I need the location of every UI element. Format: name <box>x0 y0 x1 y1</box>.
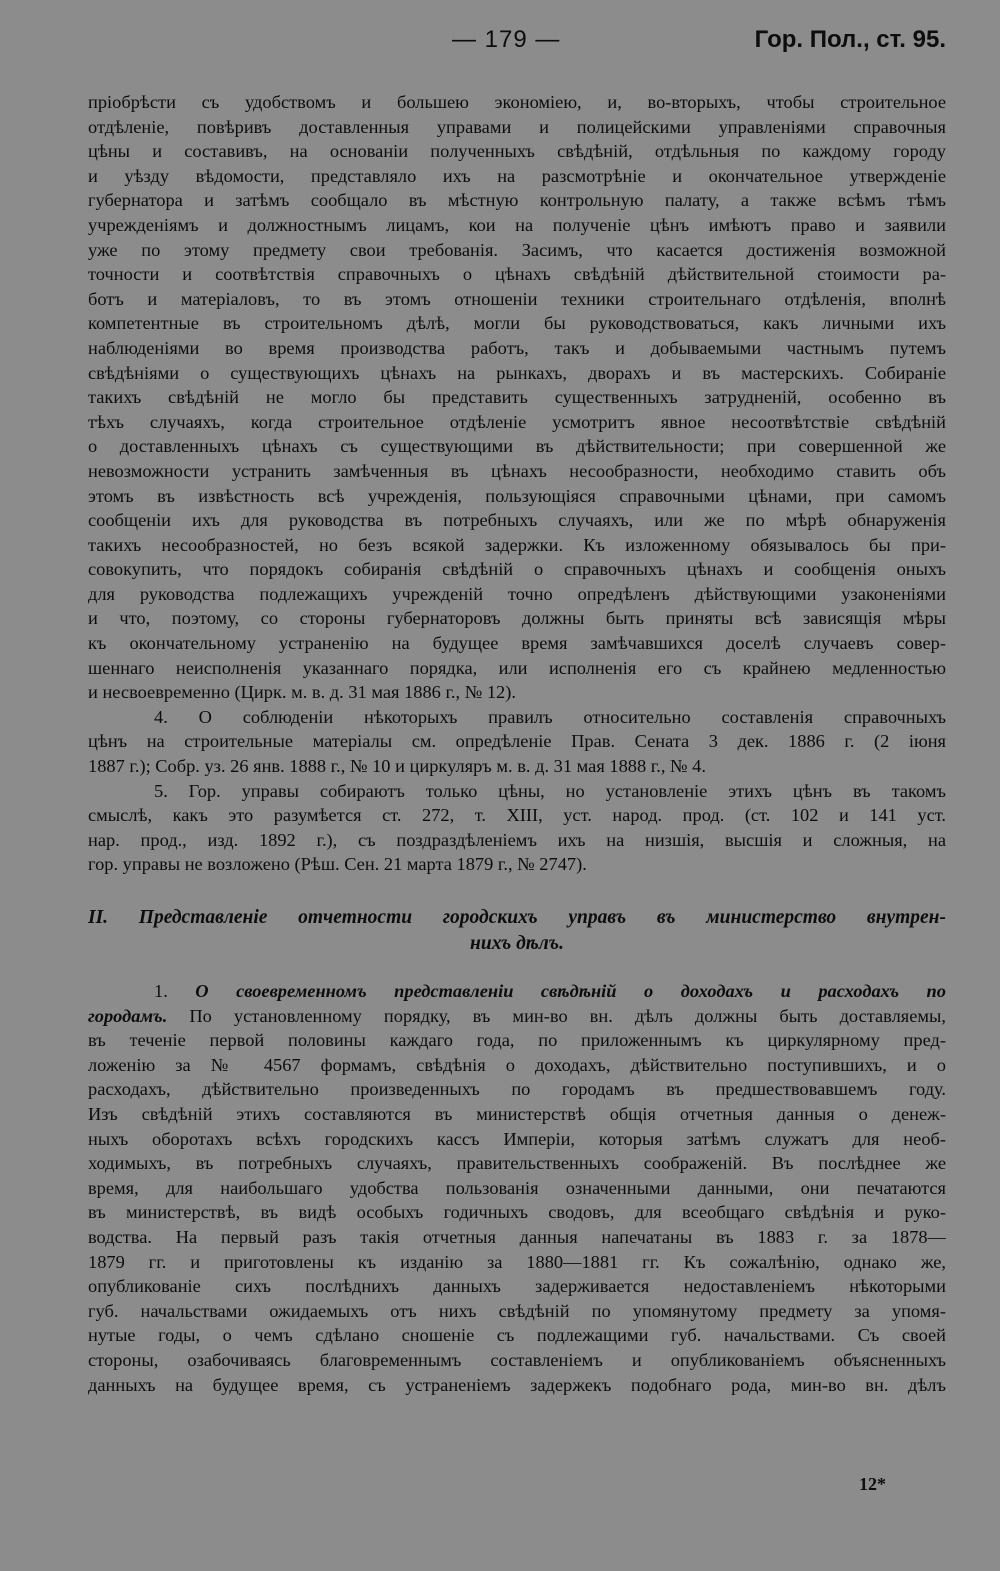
para1-italic-title: О своевременномъ представленіи свѣдѣній о доходахъ и расходахъ по <box>195 981 946 1001</box>
text-line: цѣны и составивъ, на основаніи полученныхъ свѣдѣній, отдѣльныя по каждому городу <box>88 141 946 162</box>
page-body <box>88 90 946 1397</box>
text-line: ботъ и матеріаловъ, то въ этомъ отношеніи техники строительнаго отдѣленія, вполнѣ <box>88 288 946 309</box>
text-line: ходимыхъ, въ потребныхъ случаяхъ, правительственныхъ соображеній. Въ послѣднее же <box>88 1153 946 1174</box>
text-line: ныхъ оборотахъ всѣхъ городскихъ кассъ Имперіи, которыя затѣмъ служатъ для необ- <box>88 1128 946 1149</box>
text-line: время, для наибольшаго удобства пользованія означенными данными, они печатаются <box>88 1177 946 1198</box>
text-line: губернатора и затѣмъ сообщало въ мѣстную контрольную палату, а также всѣмъ тѣмъ <box>88 190 946 211</box>
text-line: учрежденіямъ и должностнымъ лицамъ, кои на полученіе цѣнъ имѣютъ право и заявили <box>88 214 946 235</box>
text-line: такихъ свѣдѣній не могло бы представить существенныхъ затрудненій, особенно въ <box>88 387 946 408</box>
text-line: 4. О соблюденіи нѣкоторыхъ правилъ относительно составленія справочныхъ <box>154 706 946 727</box>
text-line: 5. Гор. управы собираютъ только цѣны, но установленіе этихъ цѣнъ въ такомъ <box>154 780 946 801</box>
paragraph-continued <box>88 90 946 705</box>
text-line: невозможности устранить замѣченныя въ цѣнахъ несообразности, необходимо ставить объ <box>88 460 946 481</box>
para1-number: 1. <box>154 981 168 1001</box>
text-line: свѣдѣніями о существующихъ цѣнахъ на рынкахъ, дворахъ и въ мастерскихъ. Собираніе <box>88 362 946 383</box>
page-header <box>88 26 946 66</box>
text-line: опубликованіе сихъ послѣднихъ данныхъ задерживается недоставленіемъ нѣкоторыми <box>88 1276 946 1297</box>
text-line: водства. На первый разъ такія отчетныя данныя напечатаны въ 1883 г. за 1878— <box>88 1226 946 1247</box>
text-line: уже по этому предмету свои требованія. Засимъ, что касается достиженія возможной <box>88 239 946 260</box>
text-line: и несвоевременно (Цирк. м. в. д. 31 мая 1886 г., № 12). <box>88 682 516 703</box>
para1-second-line <box>88 1004 946 1029</box>
text-line: отдѣленіе, повѣривъ доставленныя управами и полицейскими управленіями справочныя <box>88 116 946 137</box>
para1-line2-rest: По установленному порядку, въ мин-во вн. дѣлъ должны быть доставляемы, <box>167 1005 946 1026</box>
text-line: и уѣзду вѣдомости, представляло ихъ на разсмотрѣніе и окончательное утвержденіе <box>88 165 946 186</box>
page-number: — 179 — <box>452 26 561 53</box>
section-heading-line-2: нихъ дѣлъ. <box>470 933 564 954</box>
signature-mark: 12* <box>859 1474 886 1494</box>
running-head: Гор. Пол., ст. 95. <box>754 26 946 53</box>
text-line: пріобрѣсти съ удобствомъ и большею экономіею, и, во-вторыхъ, чтобы строительное <box>88 92 946 112</box>
text-line: данныхъ на будущее время, съ устраненіемъ задержекъ подобнаго рода, мин-во вн. дѣлъ <box>88 1374 946 1395</box>
text-line: въ министерствѣ, въ видѣ особыхъ годичныхъ сводовъ, для всеобщаго свѣдѣнія и руко- <box>88 1202 946 1223</box>
text-line: цѣнъ на строительные матеріалы см. опредѣленіе Прав. Сената 3 дек. 1886 г. (2 іюня <box>88 731 946 752</box>
paragraph-1-body <box>88 1028 946 1397</box>
text-line: тѣхъ случаяхъ, когда строительное отдѣленіе усмотритъ явное несоотвѣтствіе свѣдѣній <box>88 411 946 432</box>
text-line: компетентные въ строительномъ дѣлѣ, могли бы руководствоваться, какъ личными ихъ <box>88 313 946 334</box>
text-line: точности и соотвѣтствія справочныхъ о цѣнахъ свѣдѣній дѣйствительной стоимости ра- <box>88 264 946 285</box>
text-line: гор. управы не возложено (Рѣш. Сен. 21 марта 1879 г., № 2747). <box>88 854 587 875</box>
text-line: 1879 гг. и приготовлены къ изданію за 1880—1881 гг. Къ сожалѣнію, однако же, <box>88 1251 946 1272</box>
text-line: къ окончательному устраненію на будущее время замѣчавшихся доселѣ случаевъ совер- <box>88 633 946 654</box>
text-line: губ. начальствами ожидаемыхъ отъ нихъ свѣдѣній по упомянутому предмету за упомя- <box>88 1300 946 1321</box>
text-line: Изъ свѣдѣній этихъ составляются въ министерствѣ общія отчетныя данныя о денеж- <box>88 1103 946 1124</box>
para1-italic-start: городамъ. <box>88 1005 168 1026</box>
paragraph-5 <box>88 779 946 877</box>
text-line: сообщеніи ихъ для руководства въ потребныхъ случаяхъ, или же по мѣрѣ обнаруженія <box>88 510 946 531</box>
text-line: въ теченіе первой половины каждаго года, по приложеннымъ къ циркулярному пред- <box>88 1030 946 1051</box>
text-line: ложенію за № 4567 формамъ, свѣдѣнія о доходахъ, дѣйствительно поступившихъ, и о <box>88 1054 946 1075</box>
text-line: 1887 г.); Собр. уз. 26 янв. 1888 г., № 10 и циркуляръ м. в. д. 31 мая 1888 г., № 4. <box>88 756 706 777</box>
text-line: и что, поэтому, со стороны губернаторовъ должны быть приняты всѣ зависящія мѣры <box>88 608 946 629</box>
paragraph-4 <box>88 705 946 779</box>
text-line: шеннаго неисполненія указаннаго порядка, или исполненія его съ крайнею медленностью <box>88 657 946 678</box>
text-line: стороны, озабочиваясь благовременнымъ составленіемъ и опубликованіемъ объясненныхъ <box>88 1349 946 1370</box>
text-line: для руководства подлежащихъ учрежденій точно опредѣленъ дѣйствующими узаконеніями <box>88 583 946 604</box>
text-line: смыслѣ, какъ это разумѣется ст. 272, т. XIII, уст. народ. прод. (ст. 102 и 141 уст. <box>88 805 946 826</box>
text-line: наблюденіями во время производства работъ, такъ и добываемыми частнымъ путемъ <box>88 337 946 358</box>
page <box>88 26 946 1494</box>
section-heading-line-1: II. Представленіе отчетности городскихъ управъ въ министерство внутрен- <box>88 907 946 928</box>
text-line: нутые годы, о чемъ сдѣлано сношеніе съ подлежащими губ. начальствами. Съ своей <box>88 1325 946 1346</box>
text-line: этомъ въ извѣстность всѣ учрежденія, пользующіяся справочными цѣнами, при самомъ <box>88 485 946 506</box>
text-line: нар. прод., изд. 1892 г.), съ поздраздѣленіемъ ихъ на низшія, высшія и сложныя, на <box>88 829 946 850</box>
text-line: такихъ несообразностей, но безъ всякой задержки. Къ изложенному обязывалось бы при- <box>88 534 946 555</box>
text-line: расходахъ, дѣйствительно произведенныхъ по городамъ въ предшествовавшемъ году. <box>88 1079 946 1100</box>
text-line: совокупить, что порядокъ собиранія свѣдѣній о справочныхъ цѣнахъ и сообщенія оныхъ <box>88 559 946 580</box>
para1-first-line <box>88 979 946 1004</box>
text-line: о доставленныхъ цѣнахъ съ существующими въ дѣйствительности; при совершенной же <box>88 436 946 457</box>
